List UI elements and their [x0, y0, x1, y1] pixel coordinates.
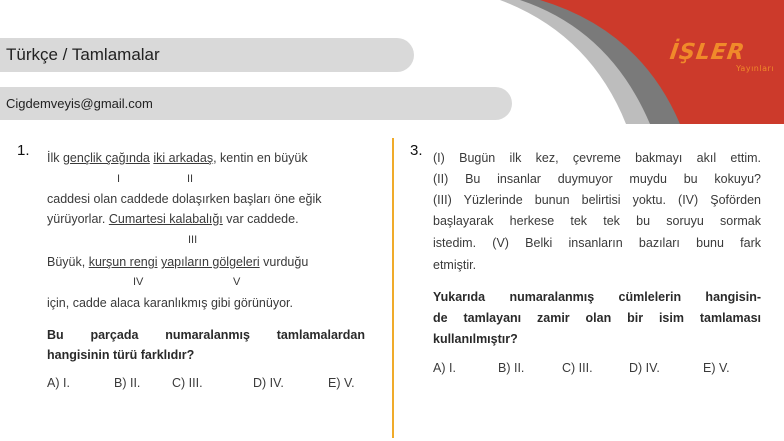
- q3-choice-b[interactable]: B) II.: [498, 361, 525, 375]
- q3-choice-d[interactable]: D) IV.: [629, 361, 660, 375]
- q1-question-line-1: Bu parçada numaralanmış tamlamalardan: [47, 328, 365, 342]
- column-divider: [392, 138, 394, 438]
- phrase-I: gençlik çağında: [62, 151, 150, 165]
- phrase-II: iki arkadaş: [153, 151, 214, 165]
- phrase-V: yapıların gölgeleri: [160, 255, 260, 269]
- roman-V: V: [233, 276, 241, 288]
- q3-question-line-1: Yukarıda numaralanmış cümlelerin hangisin-: [433, 290, 761, 304]
- q3-choice-e[interactable]: E) V.: [703, 361, 730, 375]
- q1-choice-a[interactable]: A) I.: [47, 376, 70, 390]
- roman-IV: IV: [133, 276, 144, 288]
- logo-text: İŞLER: [668, 40, 747, 65]
- q1-l4-e: vurduğu: [259, 255, 309, 269]
- q1-l4-a: Büyük,: [47, 255, 89, 269]
- q3-choice-c[interactable]: C) III.: [562, 361, 593, 375]
- q1-line-4: [47, 255, 308, 269]
- q1-l3-a: yürüyorlar.: [47, 212, 109, 226]
- q1-line-1: [47, 151, 308, 165]
- q1-choice-c[interactable]: C) III.: [172, 376, 203, 390]
- page-title-pill: [0, 38, 414, 72]
- question-3-number: 3.: [410, 142, 423, 159]
- phrase-IV: kurşun rengi: [88, 255, 158, 269]
- q3-question-line-3: kullanılmıştır?: [433, 332, 518, 346]
- q3-choice-a[interactable]: A) I.: [433, 361, 456, 375]
- q1-choice-b[interactable]: B) II.: [114, 376, 141, 390]
- q1-l1-e: , kentin en büyük: [213, 151, 308, 165]
- q3-line-2: (II) Bu insanlar duymuyor muydu bu kokuyu?: [433, 172, 761, 186]
- publisher-logo: [670, 40, 774, 80]
- q3-line-6: etmiştir.: [433, 258, 477, 272]
- q1-l3-c: var caddede.: [222, 212, 299, 226]
- roman-II: II: [187, 173, 194, 185]
- email-pill: [0, 87, 512, 120]
- q1-line-2: caddesi olan caddede dolaşırken başları öne eğik: [47, 192, 322, 206]
- roman-I: I: [117, 173, 121, 185]
- q1-choice-e[interactable]: E) V.: [328, 376, 355, 390]
- page-title: Türkçe / Tamlamalar: [6, 45, 160, 64]
- q1-line-3: [47, 212, 299, 226]
- q1-l1-a: İlk: [47, 151, 63, 165]
- q3-line-5: istedim. (V) Belki insanların bazıları bunu fark: [433, 236, 761, 250]
- logo-subtext: Yayınları: [736, 64, 774, 73]
- q1-line-5: için, cadde alaca karanlıkmış gibi görünüyor.: [47, 296, 293, 310]
- q3-line-1: (I) Bugün ilk kez, çevreme bakmayı akıl ettim.: [433, 151, 761, 165]
- phrase-III: Cumartesi kalabalığı: [108, 212, 223, 226]
- q1-choice-d[interactable]: D) IV.: [253, 376, 284, 390]
- q1-question-line-2: hangisinin türü farklıdır?: [47, 348, 195, 362]
- author-email: Cigdemveyis@gmail.com: [6, 96, 153, 111]
- question-1-number: 1.: [17, 142, 30, 159]
- q3-line-4: başlayarak herkese tek tek bu soruyu sormak: [433, 214, 761, 228]
- q3-line-3: (III) Yüzlerinde bunun belirtisi yoktu. (IV) Şoförden: [433, 193, 761, 207]
- roman-III: III: [188, 234, 198, 246]
- q3-question-line-2: de tamlayanı zamir olan bir isim tamlaması: [433, 311, 761, 325]
